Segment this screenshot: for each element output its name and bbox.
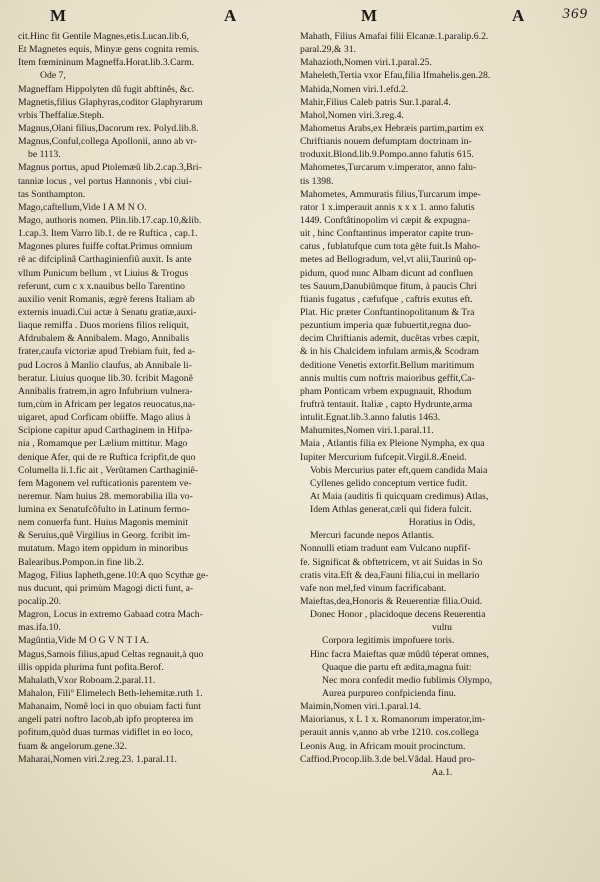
text-line: Hinc facra Maieftas quæ mûdû téperat omnes, bbox=[310, 648, 489, 660]
text-line: Corpora legitimis impofuere toris. bbox=[322, 635, 455, 647]
text-line: mutatum. Mago item oppidum in minoribus bbox=[18, 543, 189, 555]
right-column bbox=[300, 30, 584, 779]
text-line: Magnus,Conful,collega Apollonii, anno ab vr- bbox=[18, 136, 197, 148]
text-line: Leonis Aug. in Africam mouit procinctum. bbox=[300, 740, 466, 752]
text-line: Magnetis,filius Glaphyras,coditor Glaphyrarum bbox=[18, 96, 203, 108]
text-line: Mahol,Nomen viri.3.reg.4. bbox=[300, 109, 404, 121]
text-line: paral.29,& 31. bbox=[300, 44, 356, 56]
text-line: vrbis Theffaliæ.Steph. bbox=[18, 109, 105, 121]
text-line: Mahometes, Ammuratis filius,Turcarum impe- bbox=[300, 188, 481, 200]
text-line: externis inuadi.Cui actæ à Senatu gratiæ,auxi- bbox=[18, 306, 197, 318]
text-line: fuam & angelorum.gene.32. bbox=[18, 740, 127, 752]
text-line: Mahir,Filius Caleb patris Sur.1.paral.4. bbox=[300, 96, 451, 108]
header-left-letter-2: A bbox=[224, 6, 238, 25]
text-line: 1449. Conftâtinopolim vi cæpit & expugna- bbox=[300, 214, 471, 226]
text-line: Mahath, Filius Amafai filii Elcanæ.1.paralip.6.2. bbox=[300, 31, 489, 42]
text-line: ftianis fugatus , cæfufque , caftris exutus eft. bbox=[300, 293, 473, 305]
running-header bbox=[14, 6, 588, 30]
text-line: Plat. Hic præter Conftantinopolitanum & Tra bbox=[300, 306, 475, 318]
text-line: fe. Significat & obftetricem, vt ait Suidas in So bbox=[300, 556, 483, 568]
text-line: rator 1 x.imperauit annis x x x 1. anno falutis bbox=[300, 201, 475, 213]
text-line: Magones plures fuiffe coftat.Primus omnium bbox=[18, 241, 193, 253]
text-line: pidum, quod nunc Albam dicunt ad confluen bbox=[300, 267, 473, 279]
text-line: tes Sauum,Danubiûmque fitum, à paucis Chri bbox=[300, 280, 477, 292]
text-line: Quaque die partu eft ædita,magna fuit: bbox=[322, 661, 472, 673]
text-line: Maimin,Nomen viri.1.paral.14. bbox=[300, 701, 422, 713]
text-line: Nonnulli etiam tradunt eam Vulcano nupfif- bbox=[300, 543, 471, 555]
text-line: neremur. Nam huius 28. memorabilia illa vo- bbox=[18, 490, 193, 502]
text-line: Balearibus.Pompon.in fine lib.2. bbox=[18, 556, 144, 568]
text-line: cratis vita.Eft & dea,Fauni filia,cui in mellario bbox=[300, 569, 480, 581]
text-line: Magog, Filius Iapheth,gene.10:A quo Scythæ ge- bbox=[18, 569, 209, 581]
header-left-letter-1: M bbox=[50, 6, 68, 25]
text-line: Nec mora confedit medio fublimis Olympo, bbox=[322, 674, 493, 686]
text-line: Item fœmininum Magneffa.Horat.lib.3.Carm. bbox=[18, 57, 195, 69]
text-line: fem Magonem vel rufticationis parentem ve- bbox=[18, 477, 192, 489]
text-line: Mago,caftellum,Vide I A M N O. bbox=[18, 201, 147, 213]
text-line: Et Magnetes equis, Minyæ gens cognita remis. bbox=[18, 44, 200, 56]
text-line: Mahometes,Turcarum v.imperator, anno falu- bbox=[300, 162, 477, 174]
text-line: pofitum,quòd duas turmas vidiflet in eo loco, bbox=[18, 727, 193, 739]
text-line: Afdrubalem & Annibalem. Mago, Annibalis bbox=[18, 333, 190, 345]
text-line: Maieftas,dea,Honoris & Reuerentiæ filia.Ouid. bbox=[300, 596, 483, 608]
text-line: uit , hinc Conftantinus imperator capite trun- bbox=[300, 228, 474, 240]
text-line: Maiorianus, x L 1 x. Romanorum imperator,im- bbox=[300, 714, 486, 726]
text-line: Mahumites,Nomen viri.1.paral.11. bbox=[300, 425, 434, 437]
text-line: Mago, authoris nomen. Plin.lib.17.cap.10,&lib. bbox=[18, 214, 202, 226]
text-line: beratur. Liuius quoque lib.30. fcribit Magonê bbox=[18, 372, 193, 384]
text-line: deditione Venetis extorfit.Bellum maritimum bbox=[300, 359, 475, 371]
text-line: Ode 7, bbox=[40, 70, 66, 82]
text-line: angeli patri noftro Iacob,ab ipfo propterea im bbox=[18, 714, 194, 726]
text-line: Mahanaim, Nomê loci in quo obuiam facti funt bbox=[18, 701, 201, 713]
text-line: Columella li.1.fic ait , Verûtamen Carthaginiê- bbox=[18, 464, 199, 476]
text-line: cit.Hinc fit Gentile Magnes,etis.Lucan.lib.6, bbox=[18, 31, 189, 42]
text-line: Scipione capitur apud Carthaginem in Hifpa- bbox=[18, 425, 193, 437]
text-line: nem conuerfa funt. Huius Magonis meminit bbox=[18, 517, 189, 529]
text-line: Aurea purpureo confpicienda finu. bbox=[322, 688, 456, 700]
text-line: Chriftianis nouem defumptam doctrinam in- bbox=[300, 136, 472, 148]
text-line: referunt, cum c x x.nauibus bello Tarentino bbox=[18, 280, 186, 292]
text-line: tis 1398. bbox=[300, 175, 334, 187]
text-line: Mahalath,Vxor Roboam.2.paral.11. bbox=[18, 674, 156, 686]
text-line: Magron, Locus in extremo Gabaad cotra Mach- bbox=[18, 609, 203, 621]
text-line: decim Chriftianis ademit, ducêtas vrbes cæpit, bbox=[300, 333, 480, 345]
text-line: vultu bbox=[432, 622, 452, 634]
text-line: & in his Chalcidem infulam armis,& Scodram bbox=[300, 346, 479, 358]
text-line: Magneffam Hippolyten dû fugit abftinês, &c. bbox=[18, 83, 195, 95]
text-line: Cyllenes gelido conceptum vertice fudit. bbox=[310, 477, 468, 489]
text-line: Magus,Samois filius,apud Celtas regnauit,à quo bbox=[18, 648, 204, 660]
text-line: & Seruius,quê Virgilius in Georg. fcribit im- bbox=[18, 530, 191, 542]
text-line: perauit annis v,anno ab vrbe 1210. cos.collega bbox=[300, 727, 479, 739]
text-line: Magnus,Olani filius,Dacorum rex. Polyd.lib.8. bbox=[18, 122, 199, 134]
text-line: tanniæ locus , vel portus Hannonis , vbi ciui- bbox=[18, 175, 192, 187]
text-line: pud Locros à Manlio claufus, ab Annibale li- bbox=[18, 359, 192, 371]
text-line: denique Afer, qui de re Ruftica fcripfit,de quo bbox=[18, 451, 196, 463]
text-line: catus , fublatufque cum tota gête fuit.Is Maho- bbox=[300, 241, 480, 253]
text-line: Maharai,Nomen viri.2.reg.23. 1.paral.11. bbox=[18, 753, 177, 765]
text-line: illis oppida plurima funt pofita.Berof. bbox=[18, 661, 164, 673]
text-line: Mahazioth,Nomen viri.1.paral.25. bbox=[300, 57, 432, 69]
text-line: fruftrà tentauit. Italiæ , capto Hydrunte,arma bbox=[300, 398, 473, 410]
text-line: Iupiter Mercurium fufcepit.Virgil.8.Æneid. bbox=[300, 451, 467, 463]
text-line: lumina ex Senatufcôfulto in Latinum fermo- bbox=[18, 504, 190, 516]
text-line: vafe non mel,fed vinum facrificabant. bbox=[300, 582, 447, 594]
text-line: Maia , Atlantis filia ex Pleione Nympha, ex qua bbox=[300, 438, 485, 450]
text-line: nia , Romamque per Lælium mittitur. Mago bbox=[18, 438, 188, 450]
text-line: At Maia (auditis fi quicquam credimus) Atlas, bbox=[310, 490, 489, 502]
text-line: uigaret, apud Corficam obiiffe. Mago alius à bbox=[18, 412, 191, 424]
header-right-letter-1: M bbox=[361, 6, 379, 25]
text-line: Mahida,Nomen viri.1.efd.2. bbox=[300, 83, 409, 95]
text-line: vllum Punicum bellum , vt Liuius & Trogus bbox=[18, 267, 189, 279]
text-line: 1.cap.3. Item Varro lib.1. de re Ruftica , cap.1. bbox=[18, 228, 198, 240]
page-number: 369 bbox=[562, 6, 588, 22]
text-line: troduxit.Blond.lib.9.Pompo.anno falutis 615. bbox=[300, 149, 474, 161]
text-line: nus ducunt, qui primùm Magogi dicti funt, a- bbox=[18, 582, 194, 594]
text-line: liaque remiffa . Duos moriens filios reliquit, bbox=[18, 320, 189, 332]
text-line: annis multis cum noftris maioribus geffit,Ca- bbox=[300, 372, 475, 384]
text-line: Donec Honor , placidoque decens Reuerentia bbox=[310, 609, 486, 621]
text-line: Annibalis fratrem,in agro Infubrium vulnera- bbox=[18, 385, 193, 397]
text-line: rê ac difciplinâ Carthaginienfiû auxit. Is ante bbox=[18, 254, 192, 266]
text-line: Mercuri facunde nepos Atlantis. bbox=[310, 530, 435, 542]
text-line: Vobis Mercurius pater eft,quem candida Maia bbox=[310, 464, 488, 476]
text-line: Aa.1. bbox=[431, 766, 453, 778]
text-line: be 1113. bbox=[28, 149, 61, 161]
text-line: pezuntium imperia quæ fubuertit,regna duo- bbox=[300, 320, 472, 332]
text-line: Mahometus Arabs,ex Hebræis partim,partim ex bbox=[300, 122, 485, 134]
text-line: Maheleth,Tertia vxor Efau,filia Ifmahelis.gen.28. bbox=[300, 70, 491, 82]
header-right-letter-2: A bbox=[512, 6, 526, 25]
text-line: Magûntia,Vide M O G V N T I A. bbox=[18, 635, 150, 647]
text-line: metes ad Bellogradum, vel,vt alii,Taurinû op- bbox=[300, 254, 477, 266]
text-line: auxilio venit Romanis, ægrè ferens Italiam ab bbox=[18, 293, 195, 305]
text-line: pocalip.20. bbox=[18, 596, 62, 608]
text-line: Mahalon, Filiº Elimelech Beth-lehemitæ.ruth 1. bbox=[18, 688, 203, 700]
text-line: Horatius in Odis, bbox=[408, 517, 476, 529]
text-line: Caffiod.Procop.lib.3.de bel.Vâdal. Haud pro- bbox=[300, 753, 475, 765]
text-line: pham Ponticam vrbem expugnauit, Rhodum bbox=[300, 385, 472, 397]
text-line: tas Sonthampton. bbox=[18, 188, 86, 200]
left-column bbox=[18, 30, 288, 766]
text-line: frater,caufa victoriæ apud Trebiam fuit, fed a- bbox=[18, 346, 196, 358]
text-line: Idem Athlas generat,cæli qui fidera fulcit. bbox=[310, 504, 472, 516]
text-line: intulit.Egnat.lib.3.anno falutis 1463. bbox=[300, 412, 441, 424]
text-line: tum,cùm in Africam per legatos reuocatus,na- bbox=[18, 398, 196, 410]
text-line: mas.ifa.10. bbox=[18, 622, 61, 634]
text-line: Magnus portus, apud Ptolemæû lib.2.cap.3,Bri- bbox=[18, 162, 202, 174]
